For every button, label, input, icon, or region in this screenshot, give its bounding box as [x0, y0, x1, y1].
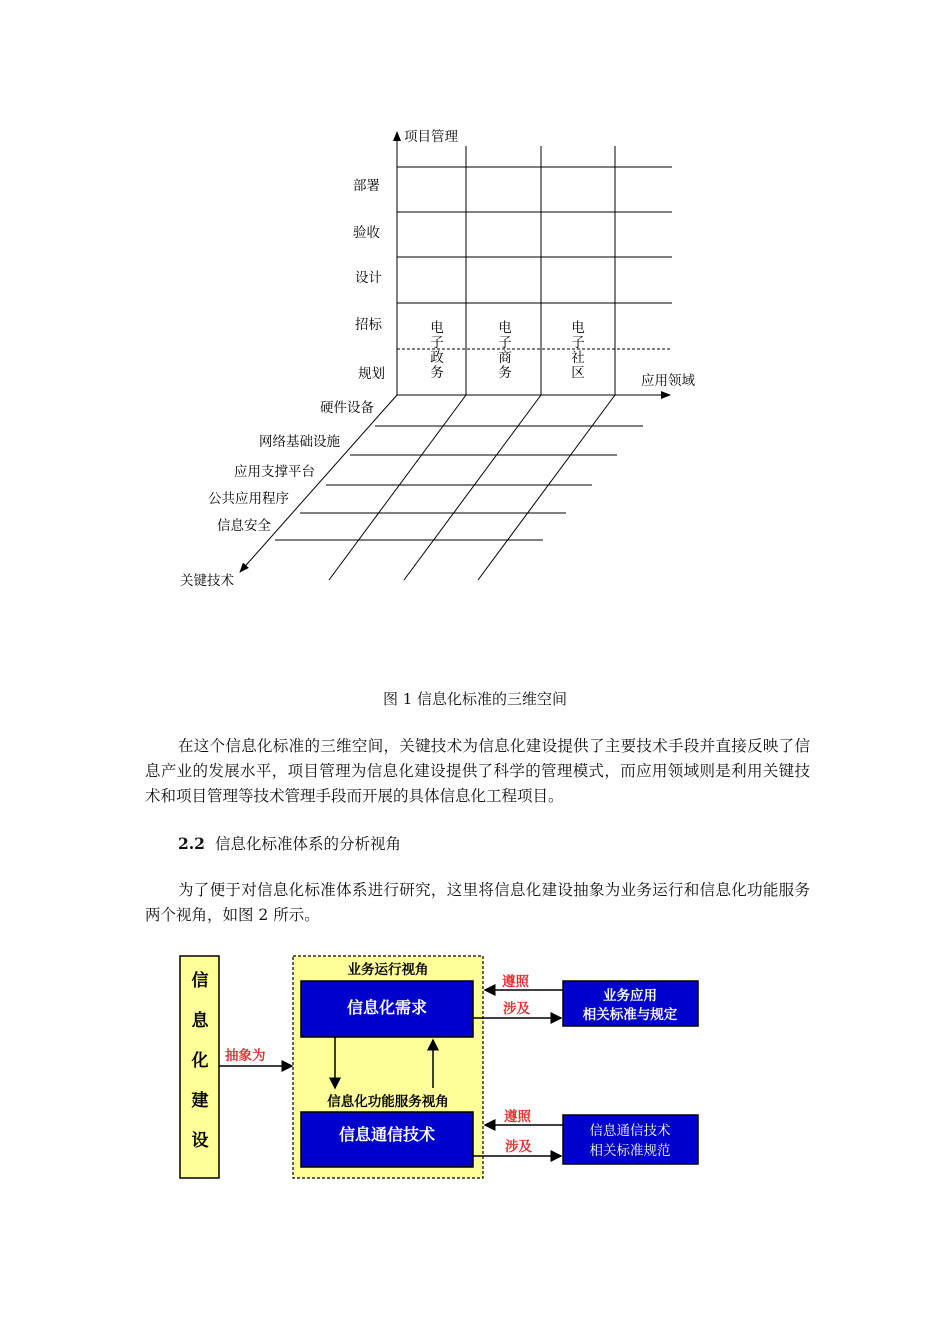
depth-axis — [240, 395, 397, 572]
function-view-title: 信息化功能服务视角 — [327, 1094, 449, 1110]
tech-label: 硬件设备 — [320, 400, 374, 416]
info-construction-char: 设 — [191, 1131, 209, 1151]
domain-label: 电子政务 — [430, 320, 444, 381]
refer-label: 遵照 — [504, 1109, 531, 1125]
ict-label: 信息通信技术 — [338, 1125, 436, 1144]
section-title: 信息化标准体系的分析视角 — [214, 835, 401, 853]
paragraph-2: 为了便于对信息化标准体系进行研究，这里将信息化建设抽象为业务运行和信息化功能服务两个视角，如图 2 所示。 — [145, 881, 810, 924]
tech-label: 信息安全 — [217, 518, 271, 534]
info-construction-char: 化 — [191, 1051, 209, 1071]
domain-label: 电子商务 — [498, 320, 512, 381]
tech-label: 公共应用程序 — [208, 491, 289, 507]
level-label: 招标 — [355, 317, 382, 333]
figure-1-caption: 图 1 信息化标准的三维空间 — [382, 690, 568, 708]
section-number: 2.2 — [178, 834, 205, 853]
abstract-label: 抽象为 — [225, 1048, 266, 1064]
info-construction-char: 信 — [191, 971, 209, 991]
refer-label: 遵照 — [502, 974, 529, 990]
ict-standards-line2: 相关标准规范 — [589, 1143, 671, 1159]
domain-label: 电子社区 — [571, 320, 585, 381]
figure-2-diagram — [0, 940, 950, 1200]
level-label: 设计 — [355, 270, 382, 286]
paragraph-1: 在这个信息化标准的三维空间，关键技术为信息化建设提供了主要技术手段并直接反映了信息产业的发展水平，项目管理为信息化建设提供了科学的管理模式，而应用领域则是利用关键技术和项目管理等技术管理手段而开展的具体信息化工程项目。 — [145, 737, 810, 805]
figure-1-diagram — [0, 0, 950, 640]
level-label: 部署 — [353, 178, 380, 194]
involve-label: 涉及 — [503, 1001, 530, 1017]
info-need-label: 信息化需求 — [346, 998, 428, 1017]
business-view-title: 业务运行视角 — [347, 962, 429, 978]
section-heading — [178, 832, 401, 854]
horizontal-axis-label: 应用领域 — [641, 373, 695, 389]
involve-label: 涉及 — [505, 1139, 532, 1155]
business-standards-line2: 相关标准与规定 — [582, 1007, 678, 1023]
level-label: 规划 — [358, 366, 385, 382]
depth-axis-label: 关键技术 — [180, 573, 234, 589]
tech-label: 应用支撑平台 — [234, 464, 315, 480]
tech-label: 网络基础设施 — [259, 434, 340, 450]
business-standards-line1: 业务应用 — [603, 988, 657, 1004]
info-construction-char: 建 — [191, 1091, 209, 1111]
ict-standards-line1: 信息通信技术 — [589, 1123, 671, 1139]
level-label: 验收 — [353, 225, 380, 241]
vertical-axis-label: 项目管理 — [404, 129, 458, 145]
info-construction-char: 息 — [191, 1011, 209, 1031]
